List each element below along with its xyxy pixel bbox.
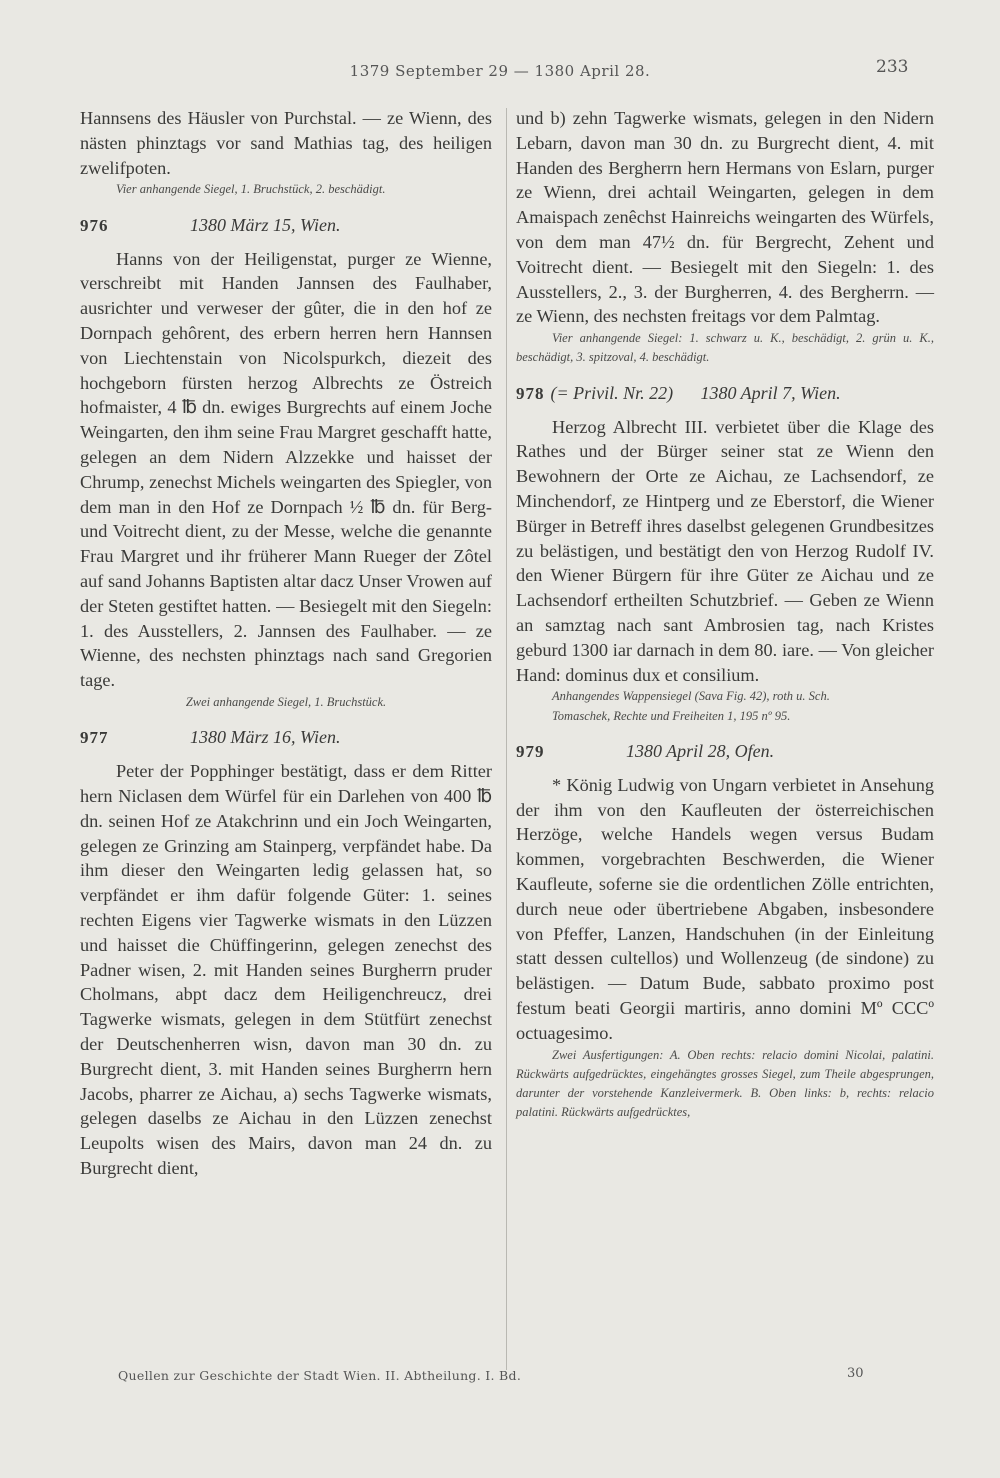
entry-heading: [516, 378, 934, 409]
entry-reference: (= Privil. Nr. 22): [550, 382, 674, 403]
entry-text: Peter der Popphinger bestätigt, dass er dem Ritter hern Niclasen dem Würfel für ein Darlehen von 400 ℔ dn. seinen Hof ze Atakchrinn und ein Joch Weingarten, gelegen ze Grinzing am Stainperg, verpfändet habe. Da ihm dieser den Weingarten ledig gelassen hat, so verpfändet er ihm dafür folgende Güter: 1. seines rechten Eigens vier Tagwerke wismats in den Lüzzen und haisset die Chüffingerinn, gelegen zenechst des Padner wisen, 2. mit Handen seines Burgherrn pruder Cholmans, abpt dacz dem Heiligenchreucz, drei Tagwerke wismats, gelegen in dem Stütfürt zenechst der Deutschenherren wisn, davon man 30 dn. zu Burgrecht dient, 3. mit Handen seines Burgherrn hern Jacobs, pharrer ze Aichau, a) sechs Tagwerke wismats, gelegen daselbs ze Aichau in den Lüzzen zenechst Leupolts wisen des Mairs, davon man 24 dn. zu Burgrecht dient,: [80, 761, 492, 1178]
seal-note: Anhangendes Wappensiegel (Sava Fig. 42), roth u. Sch.: [552, 689, 830, 704]
entry-heading: [80, 210, 492, 241]
seal-note: Vier anhangende Siegel, 1. Bruchstück, 2. beschädigt.: [116, 182, 386, 197]
entry-number: 979: [516, 741, 545, 761]
entry-number: 978: [516, 383, 545, 403]
entry-text: * König Ludwig von Ungarn verbietet in Ansehung der ihm von den Kaufleuten der österreichischen Herzöge, welche Handels wegen versus Budam kommen, vorgebrachten Beschwerden, die Wiener Kaufleute, soferne sie die ordentlichen Zölle entrichten, durch neue oder übertriebene Abgaben, insbesondere von Pfeffer, Lanzen, Handschuhen (in der Einleitung statt dessen cultellos) und Wollenzeug (de sindone) zu belästigen. — Datum Bude, sabbato proximo post festum beati Georgii martiris, anno domini Mº CCCº octuagesimo.: [516, 774, 934, 1043]
seal-note: Zwei Ausfertigungen: A. Oben rechts: relacio domini Nicolai, palatini. Rückwärts aufgedrücktes, eingehängtes grosses Siegel, zum Theile abgesprungen, darunter der vorstehende Kanzleivermerk. B. Oben links: b, rechts: relacio palatini. Rückwärts aufgedrücktes,: [516, 1047, 934, 1120]
entry-heading: [516, 736, 934, 767]
page-number: 233: [876, 57, 909, 77]
entry-text: Hanns von der Heiligenstat, purger ze Wienne, verschreibt mit Handen Jannsen des Faulhaber, ausrichter und verweser der gûter, die in den hof ze Dornpach gehôrent, des erbern herren hern Hannsen von Liechtenstain von Nicolspurkch, diezeit des hochgeborn fürsten herzog Albrechts ze Östreich hofmaister, 4 ℔ dn. ewiges Burgrechts auf einem Joche Weingarten, den ihm seine Frau Margret geschafft hatte, gelegen an dem Nidern Alzzekke und haisset der Chrump, zenechst Michels weingarten des Spiegler, von dem man in den Hof ze Dornpach ½ ℔ dn. für Berg- und Voitrecht dient, zu der Messe, welche die genannte Frau Margret und ihr früherer Mann Rueger der Zôtel auf sand Johanns Baptisten altar dacz Unser Vrowen auf der Steten gestiftet hatten. — Besiegelt mit den Siegeln: 1. des Ausstellers, 2. Jannsen des Faulhaber. — ze Wienne, des nechsten phinztags nach sand Gregorien tage.: [80, 248, 492, 691]
entry-number: 977: [80, 728, 109, 748]
entry-977-continuation: und b) zehn Tagwerke wismats, gelegen in den Nidern Lebarn, davon man 30 dn. zu Burgrecht dient, 4. mit Handen des Bergherrn hern Hermans von Eslarn, purger ze Wienn, drei achtail Weingarten, gelegen in dem Amaispach zenêchst Hainreichs weingarten des Würfels, von dem man 47½ dn. für Bergrecht, Zehent und Voitrecht dient. — Besiegelt mit den Siegeln: 1. des Ausstellers, 2., 3. der Burgherren, 4. des Bergherrn. — ze Wienn, des nechsten freitags vor dem Palmtag.: [516, 108, 934, 327]
entry-date: 1380 März 15, Wien.: [190, 214, 341, 235]
entry-heading: [80, 722, 492, 753]
entry-date: 1380 April 7, Wien.: [700, 382, 841, 403]
entry-975-ending: Hannsens des Häusler von Purchstal. — ze Wienn, des nästen phinztags vor sand Mathias tag, des heiligen zwelifpoten.: [80, 108, 492, 178]
literature-note: Tomaschek, Rechte und Freiheiten 1, 195 nº 95.: [552, 708, 791, 723]
column-divider: [506, 108, 507, 1370]
footer-source: Quellen zur Geschichte der Stadt Wien. II. Abtheilung. I. Bd.: [118, 1368, 522, 1383]
entry-text: Herzog Albrecht III. verbietet über die Klage des Rathes und der Bürger seiner stat ze Wienn den Bewohnern der Orte ze Aichau, ze Lachsendorf, ze Minchendorf, ze Hintperg und ze Eberstorf, die Wiener Bürger in Betreff ihres daselbst gelegenen Grundbesitzes zu belästigen, und bestätigt den von Herzog Rudolf IV. den Wiener Bürgern für ihre Güter ze Aichau und ze Lachsendorf ertheilten Schutzbrief. — Geben ze Wienn an samztag nach sant Ambrosien tag, nach Kristes geburd 1300 iar darnach in dem 80. iare. — Von gleicher Hand: dominus dux et consilium.: [516, 416, 934, 685]
entry-number: 976: [80, 215, 109, 235]
seal-note: Zwei anhangende Siegel, 1. Bruchstück.: [185, 694, 387, 709]
right-column: [516, 106, 934, 1122]
running-title: 1379 September 29 — 1380 April 28.: [349, 62, 651, 80]
signature-mark: 30: [847, 1366, 864, 1381]
left-column: [80, 106, 492, 1181]
seal-note: Vier anhangende Siegel: 1. schwarz u. K., beschädigt, 2. grün u. K., beschädigt, 3. spitzoval, 4. beschädigt.: [516, 331, 934, 365]
entry-date: 1380 März 16, Wien.: [190, 727, 341, 748]
entry-date: 1380 April 28, Ofen.: [626, 740, 775, 761]
